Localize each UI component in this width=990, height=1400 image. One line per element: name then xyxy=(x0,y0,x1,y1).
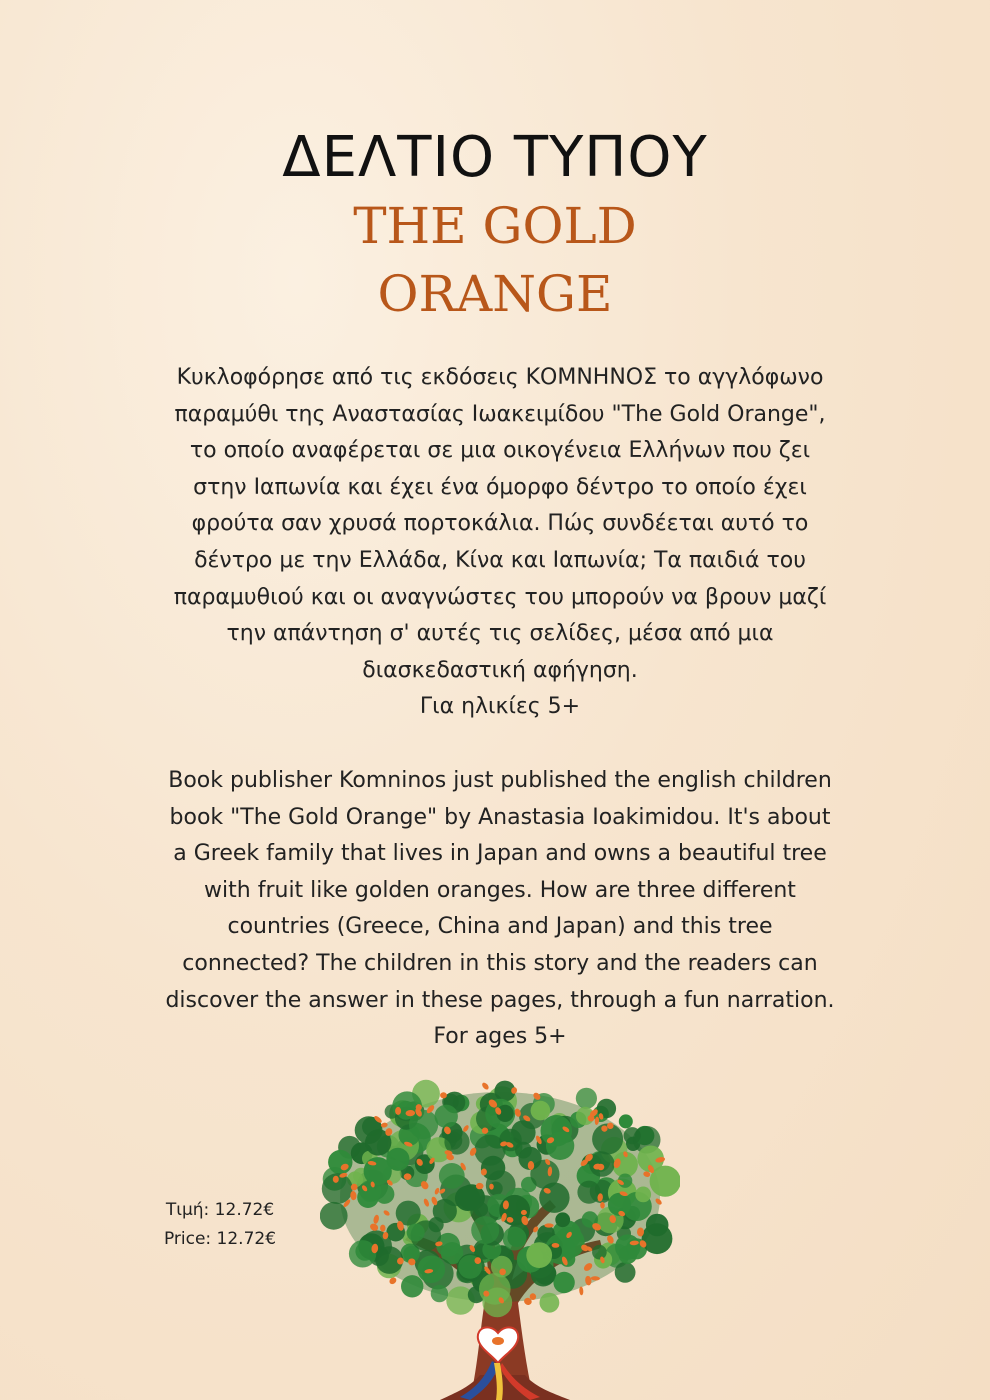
greek-paragraph xyxy=(150,360,850,726)
greek-line: παραμυθιού και οι αναγνώστες του μπορούν να βρουν μαζί xyxy=(173,584,827,610)
greek-line: την απάντηση σ' αυτές τις σελίδες, μέσα από μια xyxy=(226,621,774,647)
tree-foliage xyxy=(320,1080,680,1318)
english-line: countries (Greece, China and Japan) and this tree xyxy=(227,914,773,940)
greek-age-line: Για ηλικίες 5+ xyxy=(419,694,581,720)
english-line: with fruit like golden oranges. How are three different xyxy=(204,877,796,903)
greek-line: δέντρο με την Ελλάδα, Κίνα και Ιαπωνία; Τα παιδιά του xyxy=(194,547,806,573)
page-title: ΔΕΛΤΙΟ ΤΥΠΟΥ xyxy=(282,125,708,190)
price-english: Price: 12.72€ xyxy=(163,1229,277,1249)
english-line: a Greek family that lives in Japan and owns a beautiful tree xyxy=(173,841,827,867)
greek-line: διασκεδαστική αφήγηση. xyxy=(362,657,638,683)
orange-tree-illustration xyxy=(320,1075,680,1400)
english-line: discover the answer in these pages, through a fun narration. xyxy=(165,987,835,1013)
english-line: connected? The children in this story and the readers can xyxy=(182,950,818,976)
greek-line: παραμύθι της Αναστασίας Ιωακειμίδου "The Gold Orange", xyxy=(174,401,826,427)
book-title xyxy=(0,192,990,328)
english-line: Book publisher Komninos just published the english children xyxy=(168,768,832,793)
greek-line: το οποίο αναφέρεται σε μια οικογένεια Ελλήνων που ζει xyxy=(189,438,811,464)
english-line: book "The Gold Orange" by Anastasia Ioakimidou. It's about xyxy=(169,804,831,830)
greek-line: στην Ιαπωνία και έχει ένα όμορφο δέντρο το οποίο έχει xyxy=(193,474,807,500)
english-paragraph xyxy=(150,763,850,1056)
greek-line: Κυκλοφόρησε από τις εκδόσεις ΚΟΜΝΗΝΟΣ το αγγλόφωνο xyxy=(176,365,824,390)
greek-line: φρούτα σαν χρυσά πορτοκάλια. Πώς συνδέεται αυτό το xyxy=(191,511,809,537)
price-block xyxy=(150,1196,290,1254)
book-title-line-1: THE GOLD xyxy=(353,197,637,255)
price-greek: Τιμή: 12.72€ xyxy=(165,1200,275,1220)
english-age-line: For ages 5+ xyxy=(433,1024,567,1050)
book-title-line-2: ORANGE xyxy=(377,265,613,323)
